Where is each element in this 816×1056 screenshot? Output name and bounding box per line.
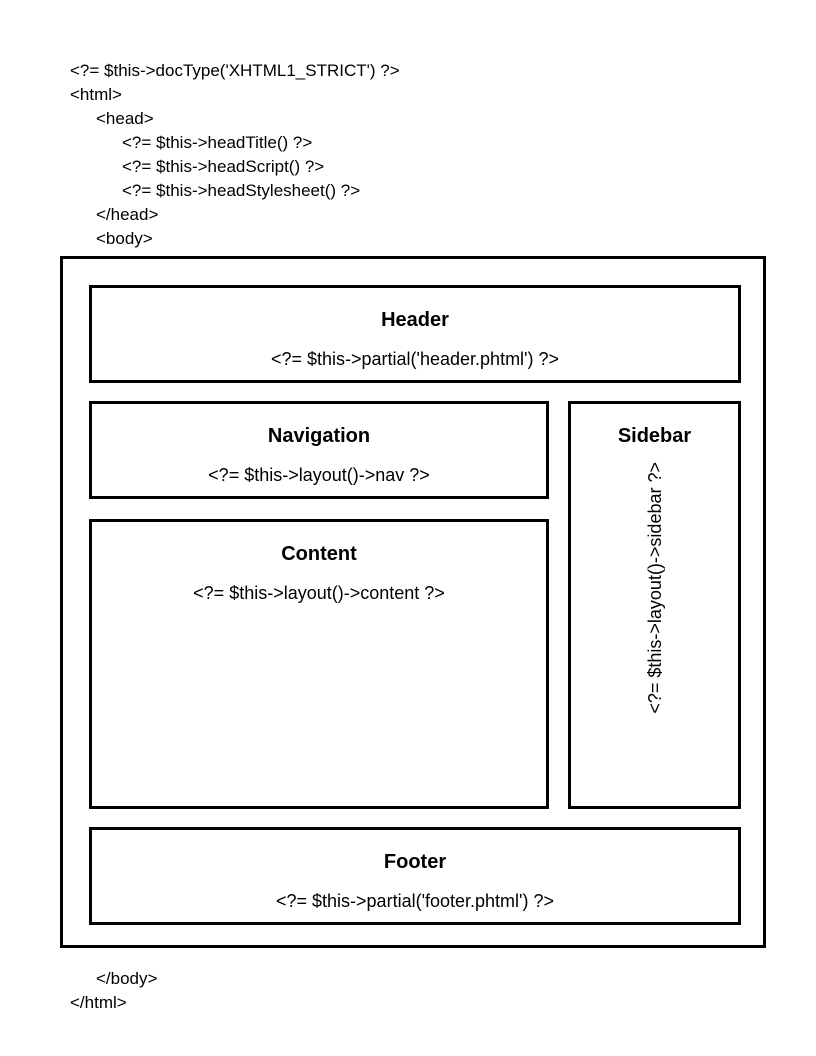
layout-diagram-body-box [60,256,766,948]
footer-box-title: Footer [383,851,447,873]
header-box-code: <?= $this->partial('header.phtml') ?> [270,349,560,369]
content-box-code: <?= $this->layout()->content ?> [193,583,445,603]
navigation-box-title: Navigation [267,425,371,447]
header-box-title: Header [381,309,449,331]
code-line: </body> [96,969,158,988]
code-line: <head> [96,109,154,128]
footer-box-code: <?= $this->partial('footer.phtml') ?> [275,891,555,911]
code-line: <?= $this->headScript() ?> [122,157,325,176]
diagram-box-header [89,285,741,383]
diagram-box-navigation [89,401,549,499]
code-line: </head> [96,205,159,224]
code-line: <body> [96,229,153,248]
diagram-box-content [89,519,549,809]
sidebar-box-code: <?= $this->layout()->sidebar ?> [644,462,665,714]
diagram-box-footer [89,827,741,925]
code-line: <html> [70,85,122,104]
code-line: <?= $this->headStylesheet() ?> [122,181,361,200]
diagram-box-sidebar [568,401,741,809]
navigation-box-code: <?= $this->layout()->nav ?> [208,465,430,485]
content-box-title: Content [281,543,357,565]
sidebar-box-title: Sidebar [617,425,692,447]
code-line: <?= $this->docType('XHTML1_STRICT') ?> [70,61,400,80]
code-line: <?= $this->headTitle() ?> [122,133,313,152]
code-line: </html> [70,993,127,1012]
